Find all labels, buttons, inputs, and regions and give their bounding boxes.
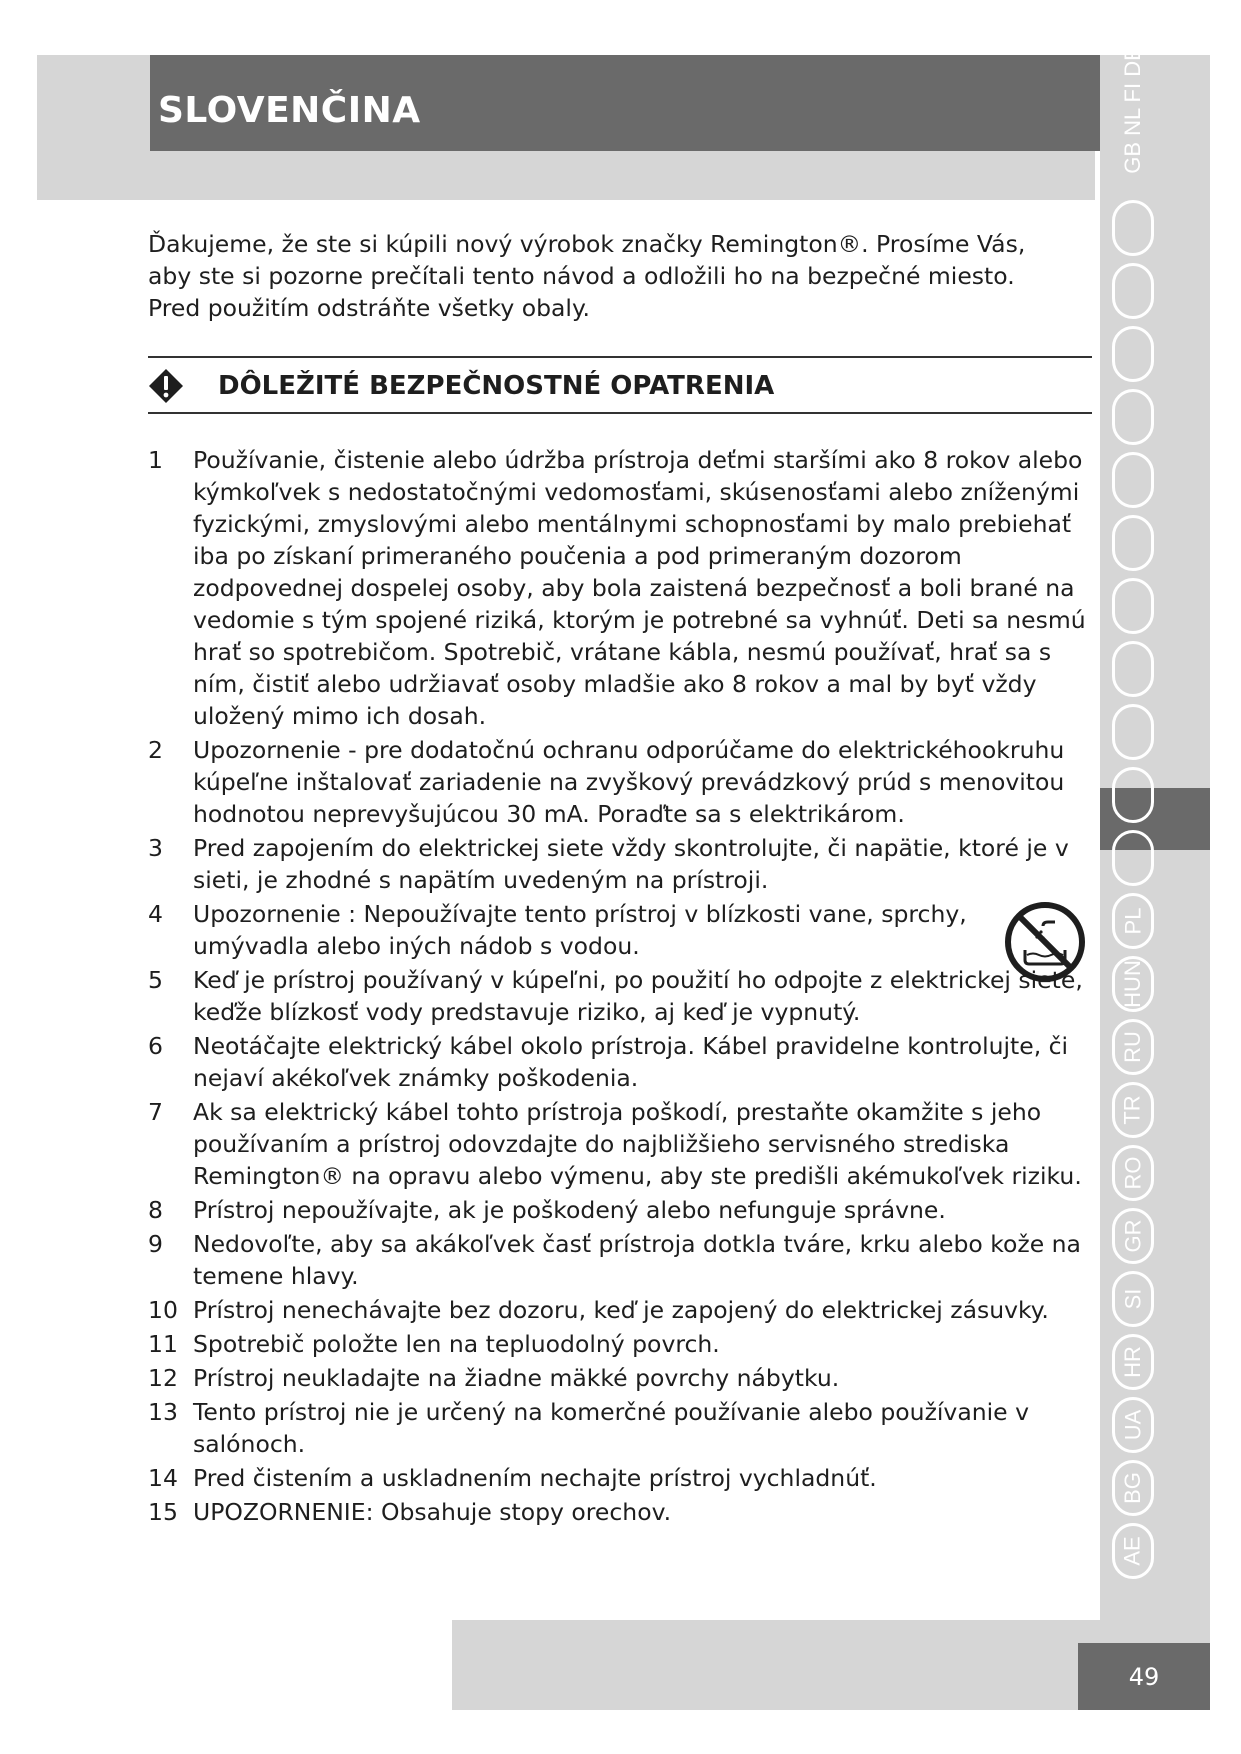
language-tab-label: RU bbox=[1120, 1031, 1145, 1063]
safety-item bbox=[148, 1396, 1093, 1460]
language-tab[interactable] bbox=[1112, 1208, 1154, 1264]
safety-item-text: Nedovoľte, aby sa akákoľvek časť prístroja dotkla tváre, krku alebo kože na temene hlavy. bbox=[193, 1230, 1081, 1290]
safety-item-number: 6 bbox=[148, 1032, 163, 1060]
language-tab-label: SI bbox=[1119, 1288, 1145, 1310]
safety-item-text: Spotrebič položte len na tepluodolný povrch. bbox=[193, 1330, 720, 1358]
language-tab[interactable] bbox=[1112, 767, 1154, 823]
safety-item-number: 15 bbox=[148, 1498, 178, 1526]
section-rule-top bbox=[148, 356, 1092, 358]
safety-item bbox=[148, 1496, 1093, 1528]
safety-item bbox=[148, 1228, 1093, 1292]
safety-item-text: Ak sa elektrický kábel tohto prístroja poškodí, prestaňte okamžite s jeho používaním a prístroj odovzdajte do najbližšieho servisného strediska Remington® na opravu alebo výmenu, aby ste predišli akémukoľvek riziku. bbox=[193, 1098, 1082, 1190]
language-tab[interactable] bbox=[1112, 1334, 1154, 1390]
page-number: 49 bbox=[1128, 1662, 1160, 1691]
safety-item-text: Keď je prístroj používaný v kúpeľni, po použití ho odpojte z elektrickej siete, keďže blízkosť vody predstavuje riziko, aj keď je vypnutý. bbox=[193, 966, 1083, 1026]
language-tab[interactable] bbox=[1112, 1019, 1154, 1075]
safety-item-number: 9 bbox=[148, 1230, 163, 1258]
language-tab[interactable] bbox=[1112, 956, 1154, 1012]
safety-item bbox=[148, 1194, 1093, 1226]
language-tab-label: HR bbox=[1120, 1346, 1145, 1378]
safety-item-text: Používanie, čistenie alebo údržba prístroja deťmi staršími ako 8 rokov alebo kýmkoľvek s nedostatočnými vedomosťami, skúsenosťami alebo zníženými fyzickými, zmyslovými alebo mentálnymi schopnosťami by malo prebiehať iba po získaní primeraného poučenia a pod primeraným dozorom zodpovednej dospelej osoby, aby bola zaistená bezpečnosť a boli brané na vedomie s tým spojené riziká, ktorým je potrebné sa vyhnúť. Deti sa nesmú hrať so spotrebičom. Spotrebič, vrátane kábla, nesmú používať, hrať sa s ním, čistiť alebo udržiavať osoby mladšie ako 8 rokov a mal by byť vždy uložený mimo ich dosah. bbox=[193, 446, 1086, 730]
language-tab-label: GR bbox=[1120, 1219, 1145, 1253]
language-tab[interactable] bbox=[1112, 1082, 1154, 1138]
language-tab[interactable] bbox=[1112, 1460, 1154, 1516]
safety-item-text: Upozornenie - pre dodatočnú ochranu odporúčame do elektrickéhookruhu kúpeľne inštalovať zariadenie na zvyškový prevádzkový prúd s menovitou hodnotou neprevyšujúcou 30 mA. Poraďte sa s elektrikárom. bbox=[193, 736, 1065, 828]
safety-item-text: Tento prístroj nie je určený na komerčné používanie alebo používanie v salónoch. bbox=[193, 1398, 1029, 1458]
safety-item-number: 13 bbox=[148, 1398, 178, 1426]
intro-paragraph: Pred použitím odstráňte všetky obaly. bbox=[148, 294, 590, 322]
safety-item bbox=[148, 444, 1093, 732]
safety-item-number: 11 bbox=[148, 1330, 178, 1358]
intro-paragraph: Ďakujeme, že ste si kúpili nový výrobok značky Remington®. Prosíme Vás, aby ste si pozorne prečítali tento návod a odložili ho na bezpečné miesto. bbox=[148, 230, 1026, 290]
safety-item-number: 7 bbox=[148, 1098, 163, 1126]
language-tab[interactable] bbox=[1112, 1523, 1154, 1579]
safety-item-number: 10 bbox=[148, 1296, 178, 1324]
safety-item bbox=[148, 1462, 1093, 1494]
language-tab-top: GB NL FI DE bbox=[1120, 46, 1145, 174]
language-tab[interactable] bbox=[1112, 452, 1154, 508]
language-tab[interactable] bbox=[1112, 641, 1154, 697]
safety-item bbox=[148, 1362, 1093, 1394]
language-tab-label: PL bbox=[1119, 907, 1145, 935]
safety-item-text: Pred zapojením do elektrickej siete vždy skontrolujte, či napätie, ktoré je v sieti, je zhodné s napätím uvedeným na prístroji. bbox=[193, 834, 1069, 894]
safety-item-number: 5 bbox=[148, 966, 163, 994]
safety-item-text: Neotáčajte elektrický kábel okolo prístroja. Kábel pravidelne kontrolujte, či nejaví akékoľvek známky poškodenia. bbox=[193, 1032, 1069, 1092]
safety-item bbox=[148, 964, 1093, 1028]
language-tab[interactable] bbox=[1112, 830, 1154, 886]
language-tab-label: RO bbox=[1120, 1156, 1145, 1190]
safety-item-number: 1 bbox=[148, 446, 163, 474]
language-tab[interactable] bbox=[1112, 704, 1154, 760]
language-tab-label: BG bbox=[1119, 1472, 1145, 1504]
section-header bbox=[148, 364, 774, 408]
safety-item bbox=[148, 1030, 1093, 1094]
language-tab-label: AE bbox=[1119, 1536, 1145, 1566]
language-tab[interactable] bbox=[1112, 515, 1154, 571]
safety-item bbox=[148, 1328, 1093, 1360]
safety-item-text: Upozornenie : Nepoužívajte tento prístroj v blízkosti vane, sprchy, umývadla alebo iných nádob s vodou. bbox=[193, 900, 967, 960]
page-title: SLOVENČINA bbox=[158, 90, 421, 131]
safety-item-text: Prístroj neukladajte na žiadne mäkké povrchy nábytku. bbox=[193, 1364, 840, 1392]
language-tab[interactable] bbox=[1112, 1145, 1154, 1201]
language-tab[interactable] bbox=[1112, 389, 1154, 445]
safety-item-number: 2 bbox=[148, 736, 163, 764]
language-tab[interactable] bbox=[1112, 200, 1154, 256]
safety-item bbox=[148, 734, 1093, 830]
language-tab[interactable] bbox=[1112, 893, 1154, 949]
intro-text bbox=[148, 228, 1068, 324]
language-tab[interactable] bbox=[1112, 578, 1154, 634]
warning-icon bbox=[148, 368, 184, 404]
safety-item-number: 3 bbox=[148, 834, 163, 862]
safety-item bbox=[148, 898, 1093, 962]
language-tab[interactable] bbox=[1112, 326, 1154, 382]
language-tab[interactable] bbox=[1112, 1271, 1154, 1327]
safety-item-number: 4 bbox=[148, 900, 163, 928]
safety-list bbox=[148, 444, 1093, 1530]
safety-item-number: 14 bbox=[148, 1464, 178, 1492]
safety-item-text: UPOZORNENIE: Obsahuje stopy orechov. bbox=[193, 1498, 672, 1526]
language-tab[interactable] bbox=[1112, 263, 1154, 319]
safety-item bbox=[148, 1294, 1093, 1326]
safety-item-text: Pred čistením a uskladnením nechajte prístroj vychladnúť. bbox=[193, 1464, 877, 1492]
language-tab[interactable] bbox=[1112, 1397, 1154, 1453]
safety-item bbox=[148, 832, 1093, 896]
safety-item-number: 12 bbox=[148, 1364, 178, 1392]
safety-item-number: 8 bbox=[148, 1196, 163, 1224]
safety-item-text: Prístroj nepoužívajte, ak je poškodený alebo nefunguje správne. bbox=[193, 1196, 946, 1224]
language-tab-label: UA bbox=[1120, 1409, 1145, 1441]
safety-item bbox=[148, 1096, 1093, 1192]
language-tab-label: TR bbox=[1119, 1095, 1145, 1125]
no-bath-warning-icon bbox=[1003, 900, 1087, 984]
section-rule-bottom bbox=[148, 412, 1092, 414]
safety-item-text: Prístroj nenechávajte bez dozoru, keď je zapojený do elektrickej zásuvky. bbox=[193, 1296, 1049, 1324]
section-title: DÔLEŽITÉ BEZPEČNOSTNÉ OPATRENIA bbox=[218, 371, 775, 401]
language-tab-label: HUN bbox=[1120, 960, 1146, 1008]
